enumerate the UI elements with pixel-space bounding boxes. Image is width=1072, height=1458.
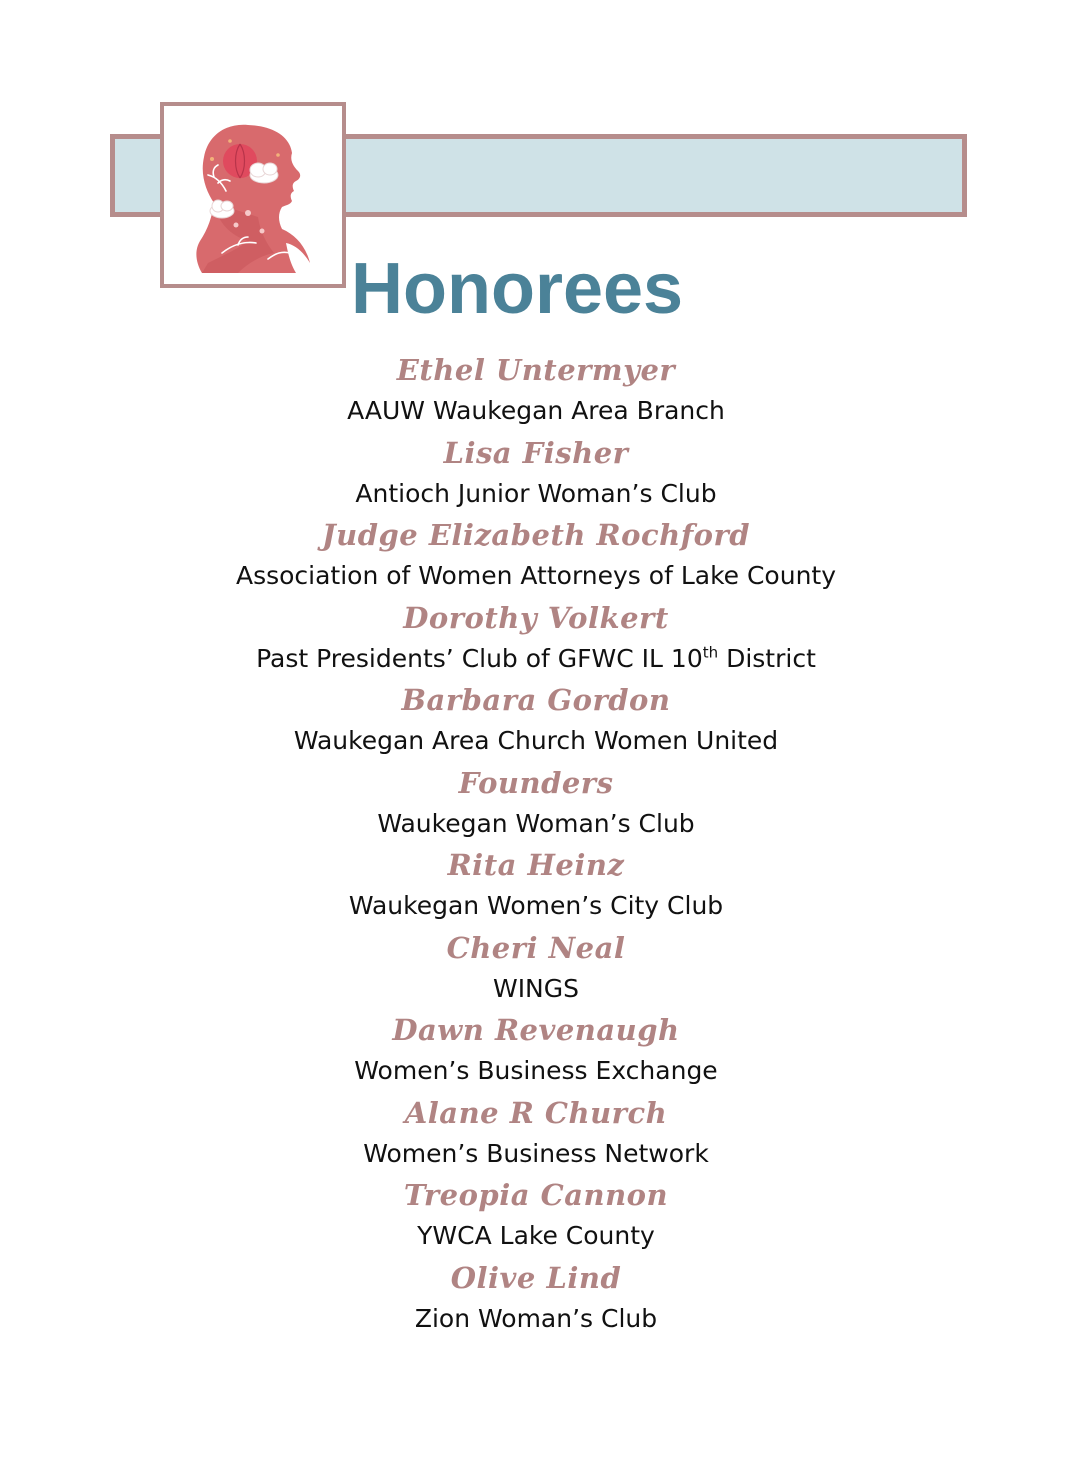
honoree-organization: Women’s Business Exchange	[354, 1056, 718, 1085]
honoree-name: Dawn Revenaugh	[392, 1013, 680, 1047]
honoree-organization: Waukegan Women’s City Club	[348, 891, 724, 920]
cloud-shape	[250, 163, 278, 183]
list-item	[0, 1008, 1072, 1091]
honoree-organization: Waukegan Area Church Women United	[293, 726, 779, 755]
honoree-name: Judge Elizabeth Rochford	[321, 518, 751, 552]
honoree-organization: YWCA Lake County	[417, 1221, 655, 1250]
honoree-organization: Association of Women Attorneys of Lake County	[235, 561, 837, 590]
honoree-name: Alane R Church	[404, 1095, 668, 1130]
honoree-name: Treopia Cannon	[403, 1178, 669, 1212]
list-item	[0, 1173, 1072, 1256]
honoree-organization: Zion Woman’s Club	[414, 1303, 658, 1333]
honoree-name: Cheri Neal	[446, 930, 626, 965]
honoree-name: Olive Lind	[450, 1260, 622, 1295]
honoree-name: Dorothy Volkert	[403, 600, 669, 635]
ordinal-suffix: th	[702, 643, 719, 662]
list-item	[0, 596, 1072, 679]
honoree-list	[0, 348, 1072, 1338]
list-item	[0, 843, 1072, 926]
honoree-name: Founders	[458, 765, 614, 800]
honoree-organization: WINGS	[492, 973, 580, 1003]
organization-text: Past Presidents’ Club of GFWC IL 10	[256, 643, 703, 673]
honoree-organization	[256, 640, 816, 678]
honoree-organization: Antioch Junior Woman’s Club	[355, 478, 717, 508]
honoree-organization: Waukegan Woman’s Club	[377, 808, 695, 838]
organization-text-tail: District	[718, 643, 816, 673]
honoree-organization: Women’s Business Network	[363, 1138, 709, 1168]
page-title: Honorees	[351, 249, 684, 329]
list-item	[0, 926, 1072, 1009]
logo-frame	[160, 102, 346, 288]
list-item	[0, 1091, 1072, 1174]
woman-silhouette-icon	[178, 113, 328, 278]
honoree-name: Ethel Untermyer	[396, 353, 676, 387]
honoree-organization: AAUW Waukegan Area Branch	[347, 396, 725, 425]
honoree-name: Barbara Gordon	[401, 683, 671, 717]
honoree-name: Rita Heinz	[447, 848, 625, 882]
list-item	[0, 761, 1072, 844]
list-item	[0, 348, 1072, 431]
list-item	[0, 678, 1072, 761]
list-item	[0, 513, 1072, 596]
list-item	[0, 1256, 1072, 1339]
list-item	[0, 431, 1072, 514]
honoree-name: Lisa Fisher	[443, 435, 629, 470]
